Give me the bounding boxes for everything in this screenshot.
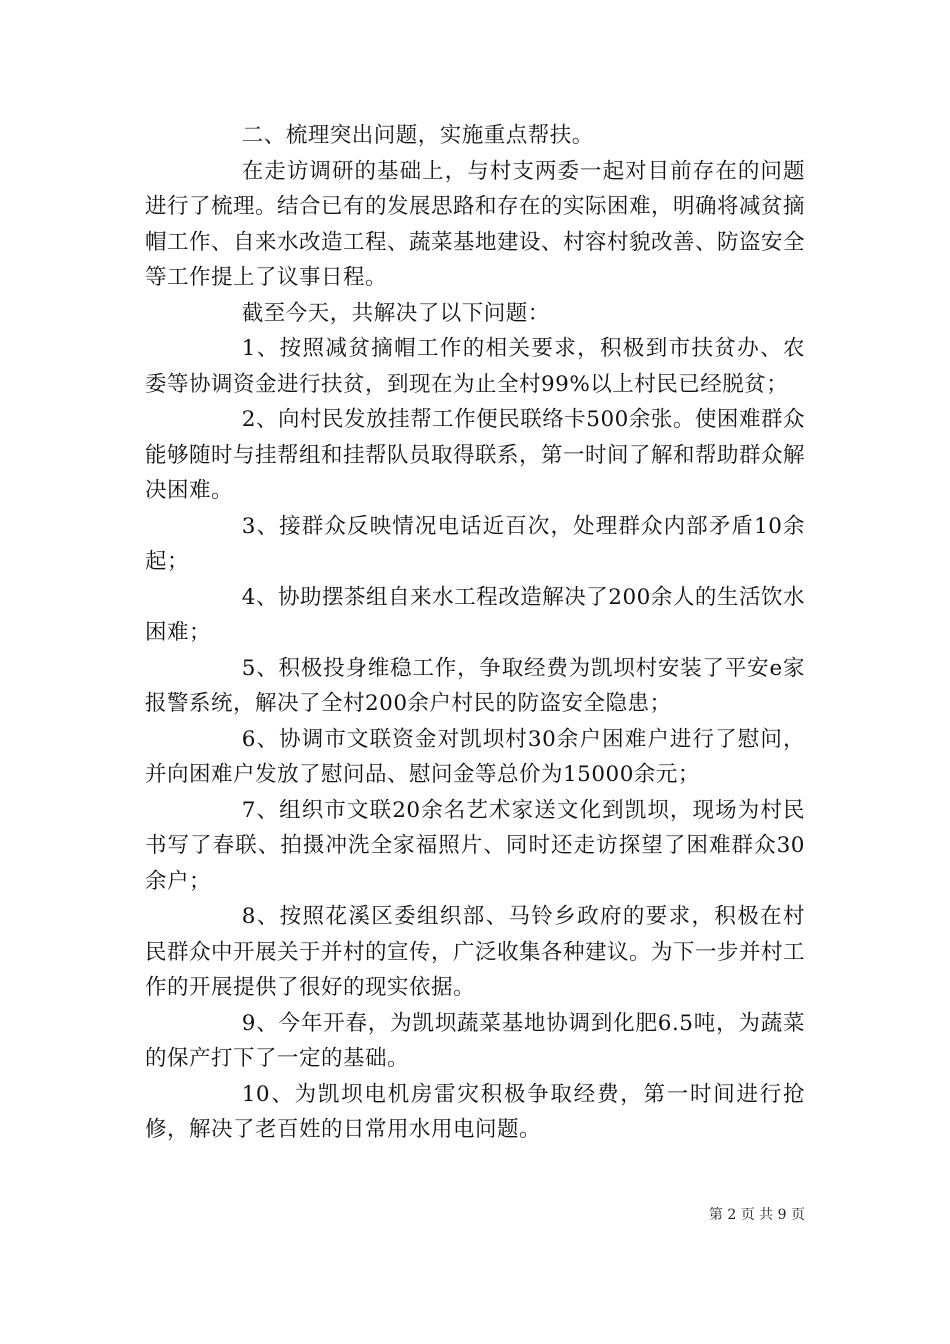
list-item-2: 2、向村民发放挂帮工作便民联络卡500余张。使困难群众能够随时与挂帮组和挂帮队员取得联系，第一时间了解和帮助群众解决困难。 — [145, 407, 806, 503]
page-number-footer: 第 2 页 共 9 页 — [708, 1207, 805, 1223]
list-item-8: 8、按照花溪区委组织部、马铃乡政府的要求，积极在村民群众中开展关于并村的宣传，广泛收集各种建议。为下一步并村工作的开展提供了很好的现实依据。 — [145, 904, 806, 1000]
list-item-10: 10、为凯坝电机房雷灾积极争取经费，第一时间进行抢修，解决了老百姓的日常用水用电问题。 — [145, 1081, 805, 1142]
list-item-5: 5、积极投身维稳工作，争取经费为凯坝村安装了平安e家报警系统，解决了全村200余户村民的防盗安全隐患； — [145, 655, 805, 716]
list-item-1: 1、按照减贫摘帽工作的相关要求，积极到市扶贫办、农委等协调资金进行扶贫，到现在为止全村99%以上村民已经脱贫； — [145, 336, 805, 397]
list-item-9: 9、今年开春，为凯坝蔬菜基地协调到化肥6.5吨，为蔬菜的保产打下了一定的基础。 — [145, 1010, 805, 1071]
intro-paragraph: 在走访调研的基础上，与村支两委一起对目前存在的问题进行了梳理。结合已有的发展思路和存在的实际困难，明确将减贫摘帽工作、自来水改造工程、蔬菜基地建设、村容村貌改善、防盗安全等工作提上了议事日程。 — [145, 158, 806, 290]
list-item-4: 4、协助摆茶组自来水工程改造解决了200余人的生活饮水困难； — [145, 584, 805, 645]
list-item-7: 7、组织市文联20余名艺术家送文化到凯坝，现场为村民书写了春联、拍摄冲洗全家福照片、同时还走访探望了困难群众30余户； — [145, 797, 805, 894]
list-item-6: 6、协调市文联资金对凯坝村30余户困难户进行了慰问，并向困难户发放了慰问品、慰问金等总价为15000余元； — [145, 726, 805, 787]
list-item-3: 3、接群众反映情况电话近百次，处理群众内部矛盾10余起； — [145, 513, 805, 574]
summary-lead: 截至今天，共解决了以下问题： — [241, 300, 550, 326]
section-heading: 二、梳理突出问题，实施重点帮扶。 — [241, 123, 594, 148]
document-body — [145, 118, 805, 1148]
